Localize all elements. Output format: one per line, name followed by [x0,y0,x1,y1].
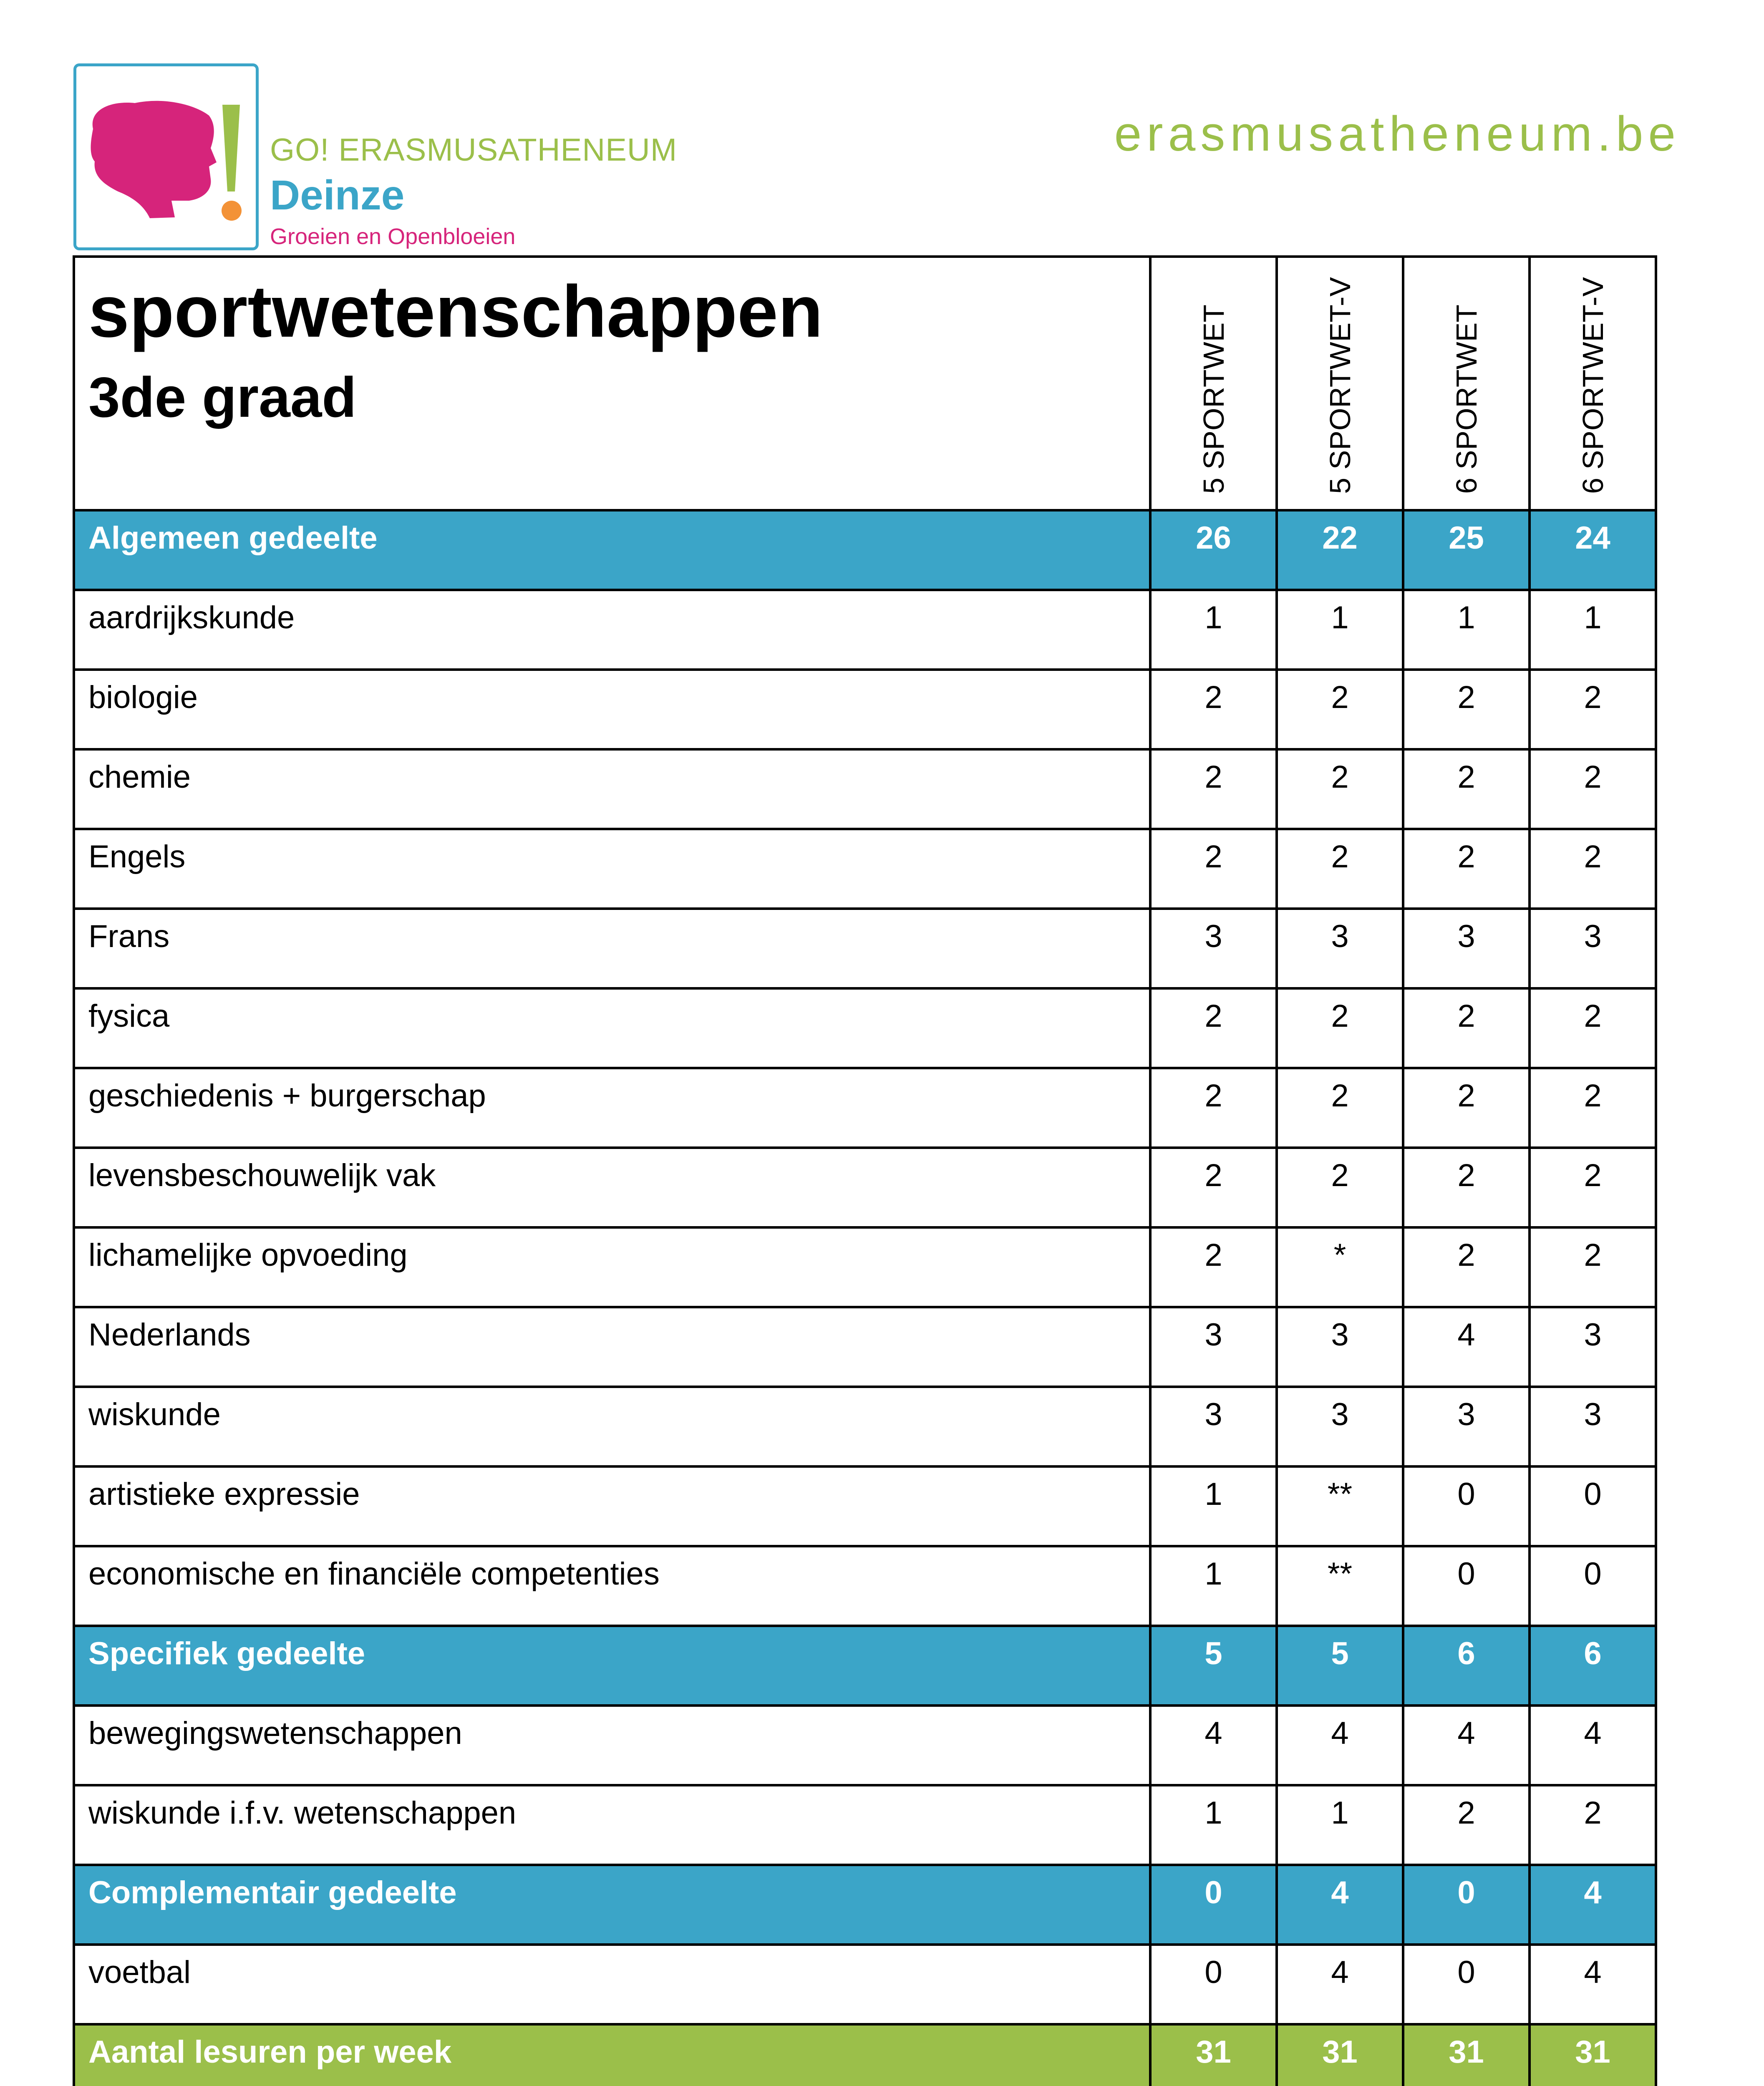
school-logo [73,63,259,250]
logo-tagline: Groeien en Openbloeien [270,224,516,249]
hours-cell: 3 [1403,1387,1530,1466]
hours-cell: 3 [1150,1307,1277,1387]
hours-cell: 2 [1150,1227,1277,1307]
hours-cell: 24 [1530,510,1656,590]
row-label: artistieke expressie [74,1466,1150,1546]
column-header-label: 5 SPORTWET-V [1323,277,1356,494]
table-row [74,1068,1656,1148]
hours-cell: 2 [1530,1148,1656,1227]
hours-cell: 25 [1403,510,1530,590]
hours-cell: 1 [1530,590,1656,670]
row-label: economische en financiële competenties [74,1546,1150,1626]
table-row [74,1945,1656,2024]
page-title: sportwetenschappen [88,271,823,353]
section-row [74,510,1656,590]
section-row [74,1865,1656,1945]
hours-cell: 3 [1150,909,1277,988]
hours-cell: 2 [1277,670,1403,749]
row-label: Specifiek gedeelte [74,1626,1150,1706]
hours-cell: 2 [1277,1068,1403,1148]
page-subtitle: 3de graad [88,365,357,429]
hours-cell: 2 [1150,1068,1277,1148]
column-header-label: 5 SPORTWET [1197,305,1230,494]
row-label: voetbal [74,1945,1150,2024]
hours-cell: 0 [1150,1945,1277,2024]
hours-cell: 2 [1150,749,1277,829]
hours-cell: 2 [1277,749,1403,829]
hours-cell: 0 [1403,1945,1530,2024]
logo-school-name: GO! ERASMUSATHENEUM [270,132,678,168]
hours-cell: 2 [1277,1148,1403,1227]
hours-cell: 2 [1403,829,1530,909]
hours-cell: 4 [1277,1945,1403,2024]
column-header [1403,257,1530,510]
row-label: Nederlands [74,1307,1150,1387]
column-header [1277,257,1403,510]
hours-cell: 3 [1403,909,1530,988]
column-header [1530,257,1656,510]
hours-cell: 3 [1277,909,1403,988]
hours-cell: 2 [1403,988,1530,1068]
hours-cell: 3 [1530,1307,1656,1387]
row-label: aardrijkskunde [74,590,1150,670]
hours-cell: 1 [1150,590,1277,670]
table-row [74,1706,1656,1785]
head-exclamation-logo-icon [76,66,257,247]
table-header-row [74,257,1656,510]
column-header-label: 6 SPORTWET [1450,305,1483,494]
hours-cell: 2 [1403,1068,1530,1148]
table-row [74,670,1656,749]
hours-cell: 3 [1530,1387,1656,1466]
hours-cell: 4 [1403,1307,1530,1387]
hours-cell: 2 [1403,670,1530,749]
table-row [74,1227,1656,1307]
hours-cell: 2 [1530,670,1656,749]
table-row [74,1307,1656,1387]
hours-cell: 0 [1403,1865,1530,1945]
table-row [74,749,1656,829]
hours-cell: 2 [1530,1785,1656,1865]
hours-cell: 2 [1530,988,1656,1068]
hours-cell: 3 [1277,1387,1403,1466]
hours-cell: ** [1277,1466,1403,1546]
hours-cell: 2 [1530,749,1656,829]
hours-cell: 31 [1150,2024,1277,2086]
lessentabel [73,255,1657,2086]
hours-cell: 2 [1530,1227,1656,1307]
hours-cell: 5 [1150,1626,1277,1706]
table-row [74,590,1656,670]
hours-cell: 0 [1403,1546,1530,1626]
hours-cell: ** [1277,1546,1403,1626]
table-row [74,1148,1656,1227]
hours-cell: 1 [1277,590,1403,670]
hours-cell: 22 [1277,510,1403,590]
hours-cell: 2 [1403,1785,1530,1865]
row-label: biologie [74,670,1150,749]
hours-cell: 31 [1403,2024,1530,2086]
hours-cell: 5 [1277,1626,1403,1706]
row-label: geschiedenis + burgerschap [74,1068,1150,1148]
hours-cell: 0 [1403,1466,1530,1546]
hours-cell: 4 [1530,1706,1656,1785]
row-label: Frans [74,909,1150,988]
logo-city: Deinze [270,172,405,219]
hours-cell: 1 [1403,590,1530,670]
row-label: Algemeen gedeelte [74,510,1150,590]
total-row [74,2024,1656,2086]
hours-cell: 4 [1530,1865,1656,1945]
hours-cell: 3 [1530,909,1656,988]
row-label: lichamelijke opvoeding [74,1227,1150,1307]
hours-cell: 2 [1277,829,1403,909]
hours-cell: 1 [1277,1785,1403,1865]
hours-cell: 4 [1530,1945,1656,2024]
section-row [74,1626,1656,1706]
website-link[interactable]: erasmusatheneum.be [1114,106,1681,161]
hours-cell: 6 [1403,1626,1530,1706]
hours-cell: 2 [1403,749,1530,829]
hours-cell: 31 [1277,2024,1403,2086]
hours-cell: 2 [1530,1068,1656,1148]
table-row [74,829,1656,909]
hours-cell: 6 [1530,1626,1656,1706]
hours-cell: 0 [1530,1546,1656,1626]
column-header [1150,257,1277,510]
column-header-label: 6 SPORTWET-V [1576,277,1609,494]
row-label: chemie [74,749,1150,829]
table-row [74,1466,1656,1546]
hours-cell: 26 [1150,510,1277,590]
row-label: levensbeschouwelijk vak [74,1148,1150,1227]
hours-cell: 4 [1277,1706,1403,1785]
table-row [74,1785,1656,1865]
table-row [74,988,1656,1068]
row-label: bewegingswetenschappen [74,1706,1150,1785]
hours-cell: * [1277,1227,1403,1307]
hours-cell: 2 [1150,988,1277,1068]
hours-cell: 0 [1530,1466,1656,1546]
hours-cell: 2 [1150,670,1277,749]
row-label: fysica [74,988,1150,1068]
hours-cell: 1 [1150,1466,1277,1546]
hours-cell: 2 [1403,1148,1530,1227]
hours-cell: 2 [1530,829,1656,909]
table-row [74,1387,1656,1466]
row-label: Complementair gedeelte [74,1865,1150,1945]
title-cell [74,257,1150,510]
hours-cell: 3 [1150,1387,1277,1466]
hours-cell: 1 [1150,1546,1277,1626]
row-label: wiskunde [74,1387,1150,1466]
table-row [74,909,1656,988]
hours-cell: 31 [1530,2024,1656,2086]
hours-cell: 2 [1150,1148,1277,1227]
hours-cell: 3 [1277,1307,1403,1387]
hours-cell: 1 [1150,1785,1277,1865]
row-label: Aantal lesuren per week [74,2024,1150,2086]
row-label: wiskunde i.f.v. wetenschappen [74,1785,1150,1865]
hours-cell: 0 [1150,1865,1277,1945]
hours-cell: 2 [1403,1227,1530,1307]
table-row [74,1546,1656,1626]
hours-cell: 2 [1277,988,1403,1068]
hours-cell: 4 [1277,1865,1403,1945]
hours-cell: 2 [1150,829,1277,909]
hours-cell: 4 [1403,1706,1530,1785]
hours-cell: 4 [1150,1706,1277,1785]
row-label: Engels [74,829,1150,909]
